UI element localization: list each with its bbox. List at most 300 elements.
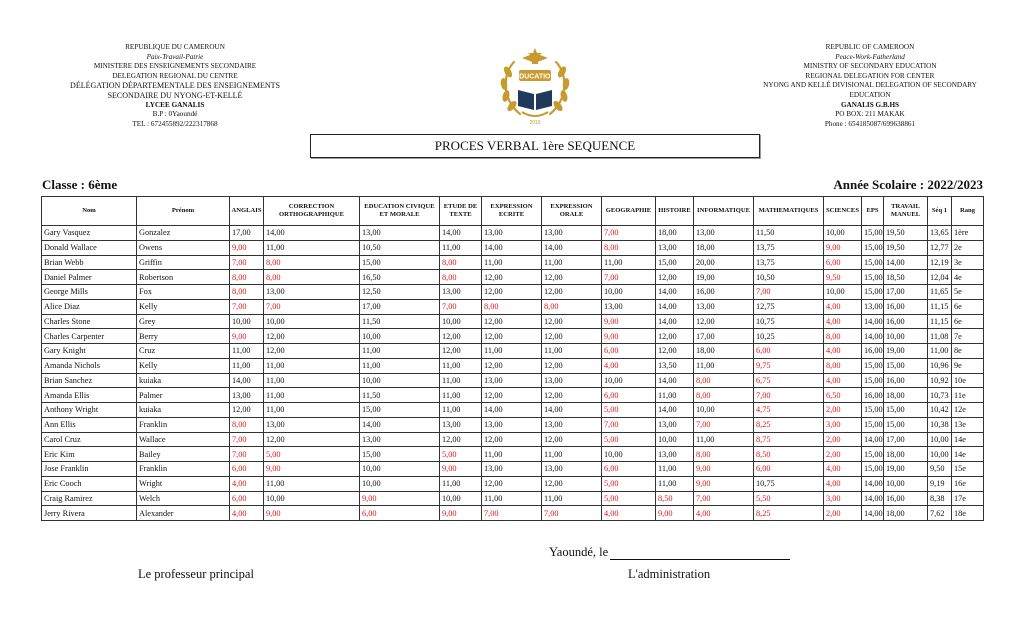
grade-cell: 15e bbox=[952, 462, 984, 477]
grade-cell: 16,00 bbox=[884, 491, 928, 506]
grade-cell: 12,00 bbox=[542, 432, 602, 447]
grade-cell: 12,00 bbox=[542, 476, 602, 491]
student-last-name: Brian Sanchez bbox=[42, 373, 137, 388]
grade-cell: 15,00 bbox=[862, 403, 884, 418]
grade-cell: 8,00 bbox=[542, 299, 602, 314]
grade-cell: 10,00 bbox=[230, 314, 264, 329]
student-last-name: Brian Webb bbox=[42, 255, 137, 270]
column-header: SCIENCES bbox=[824, 197, 862, 226]
grade-cell: 8,00 bbox=[264, 255, 360, 270]
grade-cell: 14,00 bbox=[230, 373, 264, 388]
grade-cell: 7,00 bbox=[230, 432, 264, 447]
school-year-label: Année Scolaire : 2022/2023 bbox=[833, 177, 983, 192]
column-header: EDUCATION CIVIQUE ET MORALE bbox=[360, 197, 440, 226]
grade-cell: 8,00 bbox=[824, 329, 862, 344]
grade-cell: 14,00 bbox=[482, 240, 542, 255]
student-last-name: Amanda Ellis bbox=[42, 388, 137, 403]
grade-cell: 11,00 bbox=[440, 240, 482, 255]
column-header: TRAVAIL MANUEL bbox=[884, 197, 928, 226]
column-header: GEOGRAPHIE bbox=[602, 197, 656, 226]
grade-cell: 6,00 bbox=[602, 344, 656, 359]
grade-cell: 4,00 bbox=[230, 506, 264, 521]
grade-cell: 15,00 bbox=[862, 285, 884, 300]
table-row bbox=[42, 447, 984, 462]
header-left-line-1: REPUBLIQUE DU CAMEROUN bbox=[125, 43, 225, 51]
table-row bbox=[42, 270, 984, 285]
grade-cell: 12,00 bbox=[230, 403, 264, 418]
grade-cell: 5e bbox=[952, 285, 984, 300]
grade-cell: 3e bbox=[952, 255, 984, 270]
grade-cell: 9,00 bbox=[230, 240, 264, 255]
grade-cell: 8e bbox=[952, 344, 984, 359]
student-last-name: Jerry Rivera bbox=[42, 506, 137, 521]
grade-cell: 4,00 bbox=[824, 314, 862, 329]
header-right bbox=[755, 43, 985, 129]
grade-cell: 13,00 bbox=[230, 388, 264, 403]
grade-cell: 2,00 bbox=[824, 447, 862, 462]
grade-cell: 8,38 bbox=[928, 491, 952, 506]
grade-cell: 15,00 bbox=[862, 373, 884, 388]
grade-cell: 12,00 bbox=[440, 344, 482, 359]
student-last-name: Charles Carpenter bbox=[42, 329, 137, 344]
grade-cell: 4,00 bbox=[824, 476, 862, 491]
grade-cell: 14,00 bbox=[862, 506, 884, 521]
student-last-name: Anthony Wright bbox=[42, 403, 137, 418]
grade-cell: 13,00 bbox=[542, 373, 602, 388]
student-first-name: Griffin bbox=[137, 255, 230, 270]
grade-cell: 14,00 bbox=[542, 240, 602, 255]
student-last-name: Amanda Nichols bbox=[42, 358, 137, 373]
grade-cell: 11,00 bbox=[656, 388, 694, 403]
grade-cell: 13,50 bbox=[656, 358, 694, 373]
grade-cell: 10e bbox=[952, 373, 984, 388]
table-row bbox=[42, 432, 984, 447]
grade-cell: 9,00 bbox=[602, 314, 656, 329]
header-right-line-5: NYONG AND KELLÉ DIVISIONAL DELEGATION OF SECONDARY bbox=[763, 81, 977, 90]
grade-cell: 18,00 bbox=[694, 240, 754, 255]
table-row bbox=[42, 476, 984, 491]
grade-cell: 17e bbox=[952, 491, 984, 506]
grade-cell: 9e bbox=[952, 358, 984, 373]
header-right-line-1: REPUBLIC OF CAMEROON bbox=[825, 43, 915, 51]
grade-cell: 10,00 bbox=[884, 476, 928, 491]
grade-cell: 13,00 bbox=[482, 462, 542, 477]
student-first-name: Franklin bbox=[137, 462, 230, 477]
grade-cell: 4,00 bbox=[230, 476, 264, 491]
grade-cell: 11,00 bbox=[440, 476, 482, 491]
column-header: EXPRESSION ORALE bbox=[542, 197, 602, 226]
grade-cell: 7,00 bbox=[694, 417, 754, 432]
header-right-box: PO BOX: 211 MAKAK bbox=[835, 110, 905, 119]
grade-cell: 15,00 bbox=[862, 270, 884, 285]
header-left-school: LYCEE GANALIS bbox=[145, 100, 205, 109]
grade-cell: 9,00 bbox=[694, 476, 754, 491]
grade-cell: 12e bbox=[952, 403, 984, 418]
table-row bbox=[42, 226, 984, 241]
grade-cell: 12,00 bbox=[482, 388, 542, 403]
grade-cell: 9,00 bbox=[656, 506, 694, 521]
grade-cell: 10,00 bbox=[440, 314, 482, 329]
grade-cell: 7,00 bbox=[482, 506, 542, 521]
grade-cell: 12,00 bbox=[482, 358, 542, 373]
grade-cell: 11,00 bbox=[602, 255, 656, 270]
grade-cell: 10,00 bbox=[884, 329, 928, 344]
grade-cell: 19,50 bbox=[884, 226, 928, 241]
grade-cell: 9,00 bbox=[694, 462, 754, 477]
grade-cell: 11,00 bbox=[656, 462, 694, 477]
student-last-name: Charles Stone bbox=[42, 314, 137, 329]
grade-cell: 11,00 bbox=[482, 491, 542, 506]
grade-cell: 7,00 bbox=[602, 417, 656, 432]
grade-cell: 12,00 bbox=[482, 270, 542, 285]
grade-cell: 6,00 bbox=[602, 388, 656, 403]
grade-cell: 13,00 bbox=[542, 462, 602, 477]
grade-cell: 11,00 bbox=[542, 344, 602, 359]
grade-cell: 14,00 bbox=[884, 255, 928, 270]
place-label: Yaoundé, le bbox=[549, 545, 609, 559]
grade-cell: 10,50 bbox=[754, 270, 824, 285]
student-first-name: kuiaka bbox=[137, 403, 230, 418]
grade-cell: 12,04 bbox=[928, 270, 952, 285]
table-row bbox=[42, 373, 984, 388]
grade-cell: 12,00 bbox=[542, 285, 602, 300]
grade-cell: 3,00 bbox=[824, 491, 862, 506]
grade-cell: 12,00 bbox=[482, 476, 542, 491]
laurel-book-icon bbox=[494, 44, 576, 128]
grade-cell: 4,00 bbox=[824, 299, 862, 314]
grade-cell: 13,75 bbox=[754, 255, 824, 270]
column-header: EPS bbox=[862, 197, 884, 226]
grade-cell: 11,00 bbox=[360, 344, 440, 359]
principal-teacher-signature: Le professeur principal bbox=[138, 567, 254, 581]
grade-cell: 12,00 bbox=[264, 329, 360, 344]
grade-cell: 6,00 bbox=[754, 462, 824, 477]
grade-cell: 12,00 bbox=[542, 388, 602, 403]
header-left bbox=[60, 43, 290, 129]
student-first-name: Alexander bbox=[137, 506, 230, 521]
grade-cell: 10,00 bbox=[928, 447, 952, 462]
student-last-name: Gary Knight bbox=[42, 344, 137, 359]
table-row bbox=[42, 462, 984, 477]
student-first-name: Franklin bbox=[137, 417, 230, 432]
header-left-line-4: DELEGATION REGIONAL DU CENTRE bbox=[112, 71, 238, 80]
header-right-phone: Phone : 654185087/699638861 bbox=[824, 119, 916, 128]
grade-cell: 14,00 bbox=[656, 373, 694, 388]
grade-cell: 12,00 bbox=[440, 432, 482, 447]
grade-cell: 12,00 bbox=[656, 344, 694, 359]
grade-cell: 8,00 bbox=[440, 270, 482, 285]
grade-cell: 11,15 bbox=[928, 314, 952, 329]
grade-cell: 9,00 bbox=[602, 329, 656, 344]
grade-cell: 13,00 bbox=[482, 417, 542, 432]
grade-cell: 14e bbox=[952, 432, 984, 447]
grade-cell: 11,00 bbox=[264, 358, 360, 373]
grade-cell: 14,00 bbox=[862, 476, 884, 491]
grade-cell: 14,00 bbox=[862, 432, 884, 447]
grade-cell: 6,00 bbox=[602, 462, 656, 477]
grade-cell: 12,00 bbox=[542, 314, 602, 329]
grade-cell: 4e bbox=[952, 270, 984, 285]
header-right-line-6: EDUCATION bbox=[849, 90, 891, 99]
grade-cell: 18,00 bbox=[656, 226, 694, 241]
grade-cell: 12,00 bbox=[542, 329, 602, 344]
grade-cell: 8,25 bbox=[754, 506, 824, 521]
table-row bbox=[42, 358, 984, 373]
grade-cell: 19,00 bbox=[884, 462, 928, 477]
table-header-row bbox=[42, 197, 984, 226]
grade-cell: 10,25 bbox=[754, 329, 824, 344]
grade-cell: 11,00 bbox=[440, 373, 482, 388]
grade-cell: 12,19 bbox=[928, 255, 952, 270]
grade-cell: 18,00 bbox=[884, 447, 928, 462]
column-header: Prénom bbox=[137, 197, 230, 226]
grade-cell: 12,00 bbox=[482, 329, 542, 344]
grades-table bbox=[41, 196, 984, 521]
grade-cell: 17,00 bbox=[884, 432, 928, 447]
grade-cell: 12,00 bbox=[264, 432, 360, 447]
grade-cell: 2,00 bbox=[824, 506, 862, 521]
grade-cell: 14,00 bbox=[656, 403, 694, 418]
grade-cell: 13,65 bbox=[928, 226, 952, 241]
grade-cell: 13,00 bbox=[862, 299, 884, 314]
grade-cell: 10,50 bbox=[360, 240, 440, 255]
grade-cell: 11,00 bbox=[694, 358, 754, 373]
grade-cell: 4,75 bbox=[754, 403, 824, 418]
student-first-name: Gonzalez bbox=[137, 226, 230, 241]
table-row bbox=[42, 255, 984, 270]
grade-cell: 3,00 bbox=[824, 417, 862, 432]
grade-cell: 5,00 bbox=[264, 447, 360, 462]
table-row bbox=[42, 240, 984, 255]
grade-cell: 10,00 bbox=[656, 432, 694, 447]
header-right-school: GANALIS G.B.HS bbox=[840, 100, 900, 109]
grade-cell: 6,50 bbox=[824, 388, 862, 403]
student-first-name: Kelly bbox=[137, 299, 230, 314]
grade-cell: 5,00 bbox=[602, 491, 656, 506]
student-last-name: Carol Cruz bbox=[42, 432, 137, 447]
student-first-name: Cruz bbox=[137, 344, 230, 359]
grade-cell: 9,50 bbox=[824, 270, 862, 285]
grade-cell: 16e bbox=[952, 476, 984, 491]
grade-cell: 13,00 bbox=[656, 240, 694, 255]
grade-cell: 10,00 bbox=[440, 491, 482, 506]
student-last-name: Eric Kim bbox=[42, 447, 137, 462]
grade-cell: 8,00 bbox=[230, 417, 264, 432]
student-last-name: Alice Diaz bbox=[42, 299, 137, 314]
grade-cell: 13,00 bbox=[264, 417, 360, 432]
grade-cell: 16,00 bbox=[862, 388, 884, 403]
grade-cell: 6,00 bbox=[754, 344, 824, 359]
grade-cell: 13,75 bbox=[754, 240, 824, 255]
grade-cell: 11,15 bbox=[928, 299, 952, 314]
grade-cell: 18,00 bbox=[884, 388, 928, 403]
student-first-name: Fox bbox=[137, 285, 230, 300]
grade-cell: 8,00 bbox=[694, 388, 754, 403]
grade-cell: 15,00 bbox=[862, 358, 884, 373]
table-row bbox=[42, 403, 984, 418]
grade-cell: 11,00 bbox=[482, 344, 542, 359]
grade-cell: 17,00 bbox=[360, 299, 440, 314]
grade-cell: 6,00 bbox=[360, 506, 440, 521]
grade-cell: 13,00 bbox=[656, 447, 694, 462]
grade-cell: 11,65 bbox=[928, 285, 952, 300]
grade-cell: 8,00 bbox=[230, 285, 264, 300]
grade-cell: 14,00 bbox=[656, 299, 694, 314]
grade-cell: 18,50 bbox=[884, 270, 928, 285]
header-left-bp: B.P : 0Yaoundé bbox=[152, 110, 198, 119]
student-last-name: Gary Vasquez bbox=[42, 226, 137, 241]
grade-cell: 6,00 bbox=[230, 462, 264, 477]
grade-cell: 11,00 bbox=[264, 373, 360, 388]
grade-cell: 11,00 bbox=[230, 358, 264, 373]
grade-cell: 11,00 bbox=[264, 403, 360, 418]
grade-cell: 14,00 bbox=[542, 403, 602, 418]
grade-cell: 7,00 bbox=[542, 506, 602, 521]
grade-cell: 15,00 bbox=[656, 255, 694, 270]
grade-cell: 8,00 bbox=[264, 270, 360, 285]
grade-cell: 6,75 bbox=[754, 373, 824, 388]
grade-cell: 11,00 bbox=[440, 388, 482, 403]
grade-cell: 9,00 bbox=[360, 491, 440, 506]
column-header: ANGLAIS bbox=[230, 197, 264, 226]
grade-cell: 7e bbox=[952, 329, 984, 344]
grade-cell: 13,00 bbox=[482, 226, 542, 241]
grade-cell: 6e bbox=[952, 314, 984, 329]
grade-cell: 6,00 bbox=[824, 255, 862, 270]
grade-cell: 7,00 bbox=[602, 270, 656, 285]
grade-cell: 8,00 bbox=[482, 299, 542, 314]
grade-cell: 13,00 bbox=[602, 299, 656, 314]
grade-cell: 15,00 bbox=[862, 226, 884, 241]
student-last-name: George Mills bbox=[42, 285, 137, 300]
grade-cell: 11,00 bbox=[440, 403, 482, 418]
grade-cell: 19,00 bbox=[694, 270, 754, 285]
grade-cell: 7,00 bbox=[264, 299, 360, 314]
student-first-name: Owens bbox=[137, 240, 230, 255]
grade-cell: 11,00 bbox=[360, 358, 440, 373]
table-row bbox=[42, 506, 984, 521]
student-last-name: Jose Franklin bbox=[42, 462, 137, 477]
student-first-name: Wright bbox=[137, 476, 230, 491]
grade-cell: 16,00 bbox=[884, 314, 928, 329]
grade-cell: 14,00 bbox=[656, 285, 694, 300]
table-row bbox=[42, 285, 984, 300]
grade-cell: 11,00 bbox=[264, 476, 360, 491]
column-header: HISTOIRE bbox=[656, 197, 694, 226]
grade-cell: 11,00 bbox=[928, 344, 952, 359]
grade-cell: 14,00 bbox=[862, 491, 884, 506]
grade-cell: 10,00 bbox=[824, 226, 862, 241]
table-row bbox=[42, 329, 984, 344]
grade-cell: 9,19 bbox=[928, 476, 952, 491]
grade-cell: 7,00 bbox=[694, 491, 754, 506]
grade-cell: 13,00 bbox=[542, 417, 602, 432]
grade-cell: 7,62 bbox=[928, 506, 952, 521]
grade-cell: 15,00 bbox=[862, 447, 884, 462]
grade-cell: 15,00 bbox=[360, 447, 440, 462]
grade-cell: 10,00 bbox=[602, 447, 656, 462]
grade-cell: 10,00 bbox=[264, 314, 360, 329]
grade-cell: 14,00 bbox=[482, 403, 542, 418]
header-left-tel: TEL : 672455892/222317868 bbox=[132, 119, 218, 128]
table-row bbox=[42, 491, 984, 506]
table-row bbox=[42, 417, 984, 432]
grade-cell: 8,00 bbox=[824, 358, 862, 373]
header-right-line-3: MINISTRY OF SECONDARY EDUCATION bbox=[803, 62, 937, 71]
grade-cell: 14,00 bbox=[862, 314, 884, 329]
grade-cell: 16,00 bbox=[862, 344, 884, 359]
grade-cell: 5,00 bbox=[602, 403, 656, 418]
grade-cell: 18,00 bbox=[694, 344, 754, 359]
grade-cell: 10,00 bbox=[360, 476, 440, 491]
student-first-name: Palmer bbox=[137, 388, 230, 403]
grade-cell: 15,00 bbox=[862, 255, 884, 270]
grade-cell: 19,50 bbox=[884, 240, 928, 255]
class-label: Classe : 6ème bbox=[42, 177, 118, 192]
grade-cell: 10,73 bbox=[928, 388, 952, 403]
grade-cell: 10,92 bbox=[928, 373, 952, 388]
grade-cell: 10,00 bbox=[602, 373, 656, 388]
grade-cell: 20,00 bbox=[694, 255, 754, 270]
grade-cell: 11,00 bbox=[694, 432, 754, 447]
grade-cell: 12,00 bbox=[264, 344, 360, 359]
grade-cell: 11,50 bbox=[754, 226, 824, 241]
student-last-name: Ann Ellis bbox=[42, 417, 137, 432]
grade-cell: 9,00 bbox=[264, 462, 360, 477]
grade-cell: 11,00 bbox=[482, 447, 542, 462]
grade-cell: 4,00 bbox=[602, 506, 656, 521]
grade-cell: 6,00 bbox=[230, 491, 264, 506]
grade-cell: 12,00 bbox=[656, 270, 694, 285]
grade-cell: 19,00 bbox=[884, 344, 928, 359]
column-header: Séq 1 bbox=[928, 197, 952, 226]
grade-cell: 10,00 bbox=[928, 432, 952, 447]
grade-cell: 9,00 bbox=[440, 462, 482, 477]
grade-cell: 14,00 bbox=[862, 329, 884, 344]
header-right-line-4: REGIONAL DELEGATION FOR CENTER bbox=[805, 71, 935, 80]
grade-cell: 12,00 bbox=[694, 314, 754, 329]
grade-cell: 10,00 bbox=[360, 373, 440, 388]
grade-cell: 9,00 bbox=[264, 506, 360, 521]
table-row bbox=[42, 314, 984, 329]
grade-cell: 8,50 bbox=[656, 491, 694, 506]
table-row bbox=[42, 388, 984, 403]
grade-cell: 8,00 bbox=[440, 255, 482, 270]
grade-cell: 5,00 bbox=[440, 447, 482, 462]
grade-cell: 4,00 bbox=[694, 506, 754, 521]
grade-cell: 5,50 bbox=[754, 491, 824, 506]
grade-cell: 12,00 bbox=[482, 285, 542, 300]
grade-cell: 4,00 bbox=[824, 462, 862, 477]
grade-cell: 9,00 bbox=[440, 506, 482, 521]
grade-cell: 12,00 bbox=[482, 432, 542, 447]
grade-cell: 13,00 bbox=[264, 285, 360, 300]
grade-cell: 11,50 bbox=[360, 388, 440, 403]
grade-cell: 11,00 bbox=[264, 240, 360, 255]
grade-cell: 14,00 bbox=[656, 314, 694, 329]
grade-cell: 8,00 bbox=[694, 447, 754, 462]
grade-cell: 15,00 bbox=[884, 403, 928, 418]
grade-cell: 11e bbox=[952, 388, 984, 403]
grade-cell: 13e bbox=[952, 417, 984, 432]
grade-cell: 11,00 bbox=[264, 388, 360, 403]
grade-cell: 12,00 bbox=[440, 329, 482, 344]
grade-cell: 12,00 bbox=[656, 329, 694, 344]
grade-cell: 14e bbox=[952, 447, 984, 462]
grade-cell: 11,00 bbox=[542, 255, 602, 270]
grade-cell: 11,00 bbox=[542, 491, 602, 506]
date-blank-line bbox=[610, 547, 790, 560]
